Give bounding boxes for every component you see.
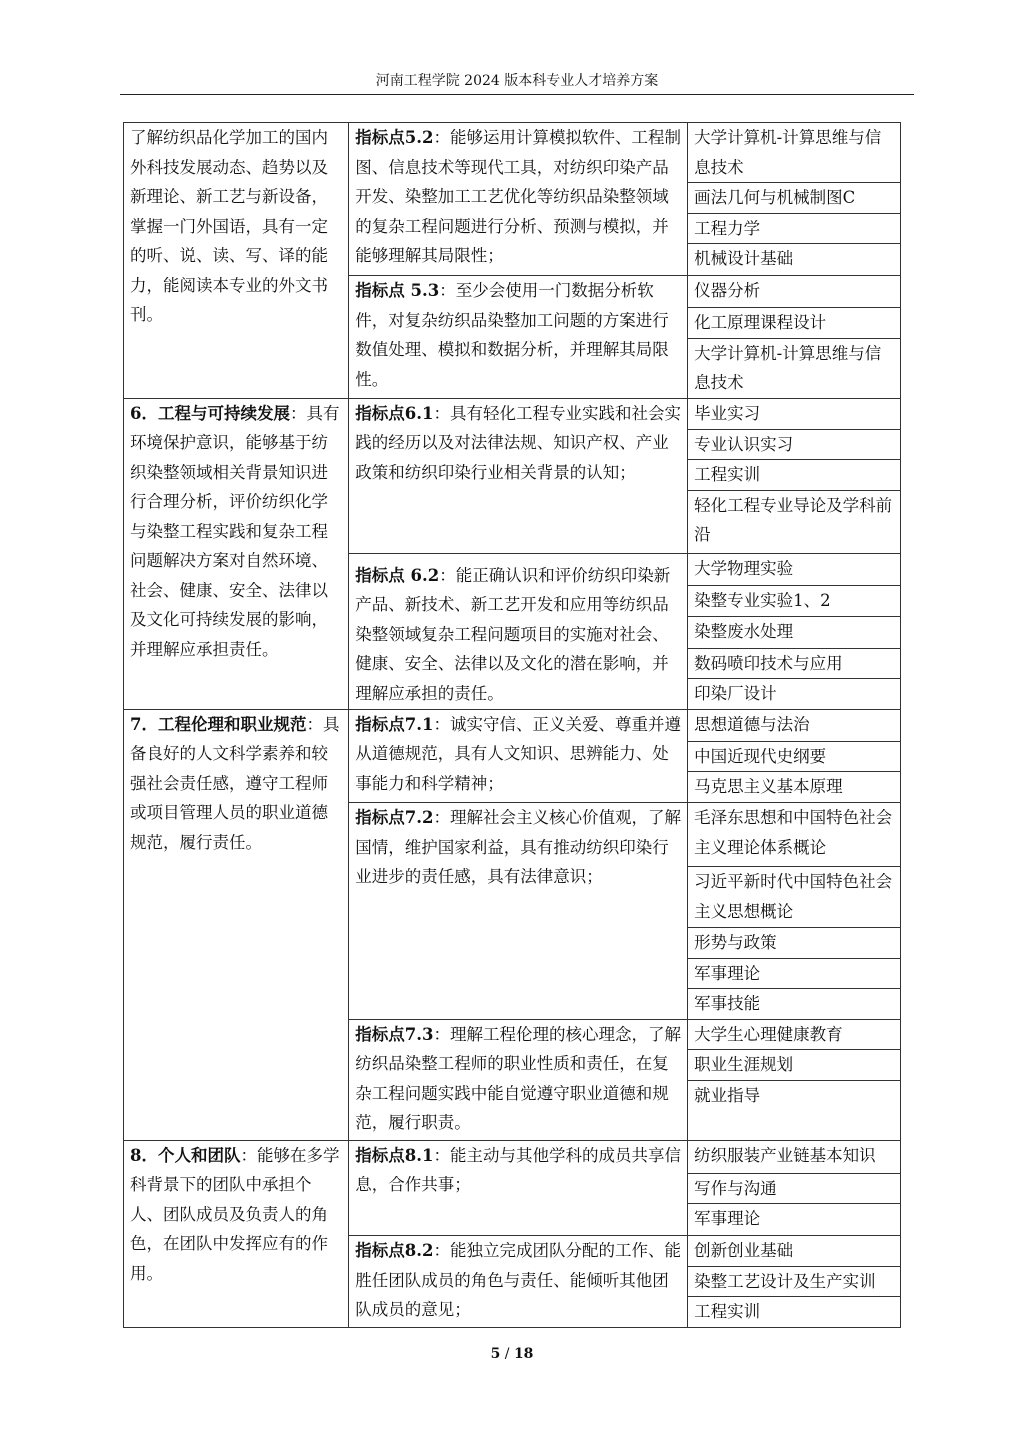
indicator-label: 指标点8.2 (355, 1241, 434, 1260)
course-cell: 纺织服装产业链基本知识 (688, 1140, 901, 1173)
current-page: 5 (490, 1346, 501, 1362)
indicator-label: 指标点7.2 (355, 808, 434, 827)
total-pages: 18 (513, 1346, 534, 1362)
course-cell: 工程实训 (688, 460, 901, 491)
requirement-8-cell (124, 1140, 349, 1327)
indicator-text: ：能独立完成团队分配的工作、能胜任团队成员的角色与责任、能倾听其他团队成员的意见； (355, 1241, 681, 1319)
requirement-matrix-table (123, 122, 901, 1328)
course-cell: 职业生涯规划 (688, 1050, 901, 1081)
course-cell: 就业指导 (688, 1080, 901, 1140)
indicator-5-2-cell (349, 123, 688, 276)
indicator-text: ：理解社会主义核心价值观，了解国情，维护国家利益，具有推动纺织印染行业进步的责任感，具有法律意识； (355, 808, 681, 886)
requirement-text: ：具备良好的人文科学素养和较强社会责任感，遵守工程师或项目管理人员的职业道德规范，履行责任。 (130, 714, 340, 852)
requirement-7-cell (124, 709, 349, 1140)
indicator-6-1-cell (349, 398, 688, 553)
course-cell: 中国近现代史纲要 (688, 741, 901, 772)
indicator-text: ：理解工程伦理的核心理念，了解纺织品染整工程师的职业性质和责任，在复杂工程问题实践中能自觉遵守职业道德和规范，履行职责。 (355, 1024, 681, 1132)
requirement-5-cell (124, 123, 349, 399)
indicator-label: 指标点8.1 (355, 1145, 434, 1165)
indicator-5-3-cell (349, 276, 688, 399)
course-cell: 大学生心理健康教育 (688, 1019, 901, 1050)
page-number (0, 1346, 1024, 1362)
indicator-label: 指标点5.2 (355, 128, 434, 147)
course-cell: 印染厂设计 (688, 679, 901, 710)
course-cell: 仪器分析 (688, 276, 901, 308)
indicator-label: 指标点 5.3 (355, 281, 440, 300)
course-cell: 专业认识实习 (688, 429, 901, 460)
indicator-8-1-cell (349, 1140, 688, 1236)
indicator-text: ：能主动与其他学科的成员共享信息，合作共事； (355, 1145, 681, 1194)
course-cell: 化工原理课程设计 (688, 308, 901, 339)
table-row (124, 709, 901, 741)
requirement-text: ：具有环境保护意识，能够基于纺织染整领域相关背景知识进行合理分析，评价纺织化学与染整工程实践和复杂工程问题解决方案对自然环境、社会、健康、安全、法律以及文化可持续发展的影响，并理解应承担责任。 (130, 403, 340, 659)
course-cell: 染整废水处理 (688, 616, 901, 648)
course-cell: 大学计算机-计算思维与信息技术 (688, 338, 901, 398)
course-cell: 染整专业实验1、2 (688, 585, 901, 616)
course-cell: 军事理论 (688, 1204, 901, 1236)
course-cell: 军事技能 (688, 989, 901, 1020)
course-cell: 大学计算机-计算思维与信息技术 (688, 123, 901, 183)
requirement-6-cell (124, 398, 349, 709)
table-row (124, 1140, 901, 1173)
indicator-text: ：能正确认识和评价纺织印染新产品、新技术、新工艺开发和应用等纺织品染整领域复杂工程问题项目的实施对社会、健康、安全、法律以及文化的潜在影响，并理解应承担的责任。 (355, 565, 671, 703)
course-cell: 马克思主义基本原理 (688, 772, 901, 803)
indicator-7-1-cell (349, 709, 688, 803)
page-separator: / (500, 1346, 514, 1362)
indicator-7-2-cell (349, 803, 688, 1020)
course-cell: 大学物理实验 (688, 553, 901, 585)
table-row (124, 123, 901, 183)
requirement-title: 7．工程伦理和职业规范 (130, 714, 307, 734)
page-header: 河南工程学院 2024 版本科专业人才培养方案 (375, 73, 659, 89)
course-cell: 工程实训 (688, 1297, 901, 1328)
table-row (124, 398, 901, 429)
course-cell: 思想道德与法治 (688, 709, 901, 741)
requirement-5-text: 了解纺织品化学加工的国内外科技发展动态、趋势以及新理论、新工艺与新设备，掌握一门外国语，具有一定的听、说、读、写、译的能力，能阅读本专业的外文书刊。 (130, 128, 328, 324)
indicator-label: 指标点7.3 (355, 1024, 434, 1044)
indicator-8-2-cell (349, 1236, 688, 1328)
requirement-text: ：能够在多学科背景下的团队中承担个人、团队成员及负责人的角色，在团队中发挥应有的作用。 (130, 1145, 340, 1283)
course-cell: 习近平新时代中国特色社会主义思想概论 (688, 867, 901, 928)
course-cell: 军事理论 (688, 958, 901, 989)
course-cell: 机械设计基础 (688, 244, 901, 276)
indicator-text: ：具有轻化工程专业实践和社会实践的经历以及对法律法规、知识产权、产业政策和纺织印染行业相关背景的认知； (355, 403, 681, 482)
course-cell: 工程力学 (688, 213, 901, 244)
course-cell: 画法几何与机械制图C (688, 183, 901, 214)
course-cell: 轻化工程专业导论及学科前沿 (688, 490, 901, 553)
header-rule (120, 94, 914, 95)
course-cell: 写作与沟通 (688, 1173, 901, 1204)
course-cell: 毛泽东思想和中国特色社会主义理论体系概论 (688, 803, 901, 867)
indicator-7-3-cell (349, 1019, 688, 1140)
requirement-title: 8．个人和团队 (130, 1145, 241, 1165)
indicator-label: 指标点7.1 (355, 714, 434, 734)
course-cell: 毕业实习 (688, 398, 901, 429)
indicator-label: 指标点6.1 (355, 403, 434, 423)
course-cell: 数码喷印技术与应用 (688, 648, 901, 679)
indicator-text: ：能够运用计算模拟软件、工程制图、信息技术等现代工具，对纺织印染产品开发、染整加工工艺优化等纺织品染整领域的复杂工程问题进行分析、预测与模拟，并能够理解其局限性； (355, 128, 681, 265)
course-cell: 形势与政策 (688, 928, 901, 959)
indicator-text: ：诚实守信、正义关爱、尊重并遵从道德规范，具有人文知识、思辨能力、处事能力和科学精神； (355, 714, 681, 793)
indicator-label: 指标点 6.2 (355, 565, 440, 585)
indicator-6-2-cell (349, 553, 688, 709)
requirement-title: 6．工程与可持续发展 (130, 403, 290, 423)
course-cell: 染整工艺设计及生产实训 (688, 1266, 901, 1297)
course-cell: 创新创业基础 (688, 1236, 901, 1267)
indicator-text: ：至少会使用一门数据分析软件，对复杂纺织品染整加工问题的方案进行数值处理、模拟和数据分析，并理解其局限性。 (355, 281, 669, 389)
